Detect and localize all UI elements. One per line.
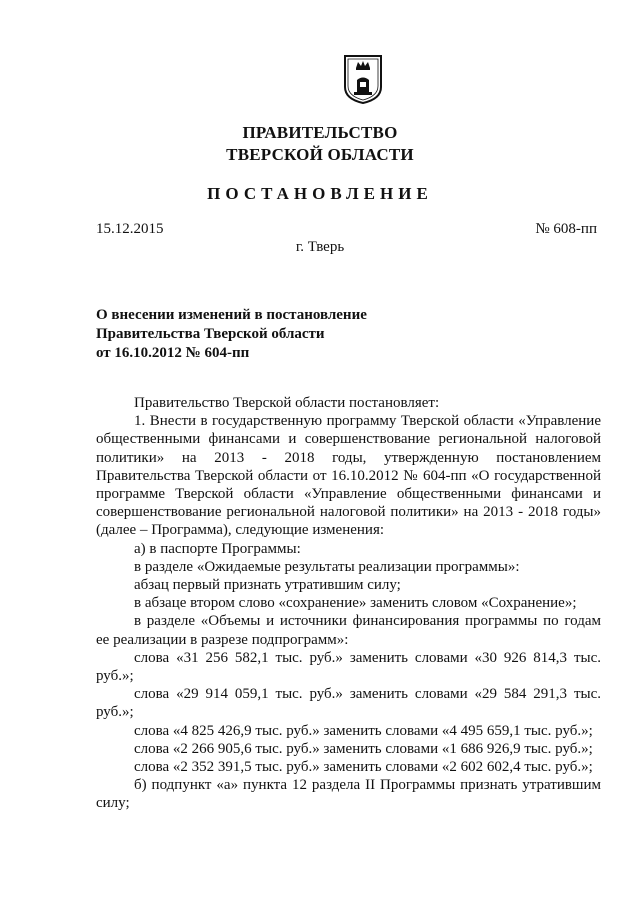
coat-of-arms-icon	[343, 53, 383, 105]
replacement-2: слова «29 914 059,1 тыс. руб.» заменить словами «29 584 291,3 тыс. руб.»;	[96, 686, 601, 721]
preamble: Правительство Тверской области постановляет:	[134, 395, 440, 411]
document-date: 15.12.2015	[96, 221, 164, 237]
paragraph-a-first: абзац первый признать утратившим силу;	[134, 577, 401, 594]
paragraph-a-volumes: в разделе «Объемы и источники финансирования программы по годам ее реализации в разрезе подпрограмм»:	[96, 613, 601, 648]
subject-line1: О внесении изменений в постановление	[96, 307, 367, 323]
subject-line2: Правительства Тверской области	[96, 326, 325, 342]
document-subject	[96, 306, 426, 363]
paragraph-item-1: 1. Внести в государственную программу Тверской области «Управление общественными финансами и совершенствование региональной налоговой политики» на 2013 - 2018 годы, утвержденную постановлением Правительства Тверской области от 16.10.2012 № 604-пп «О государственной программе Тверской области «Управление общественными финансами и совершенствование региональной налоговой политики» на 2013 - 2018 годы» (далее – Программа), следующие изменения:	[96, 413, 601, 539]
replacement-1: слова «31 256 582,1 тыс. руб.» заменить словами «30 926 814,3 тыс. руб.»;	[96, 649, 601, 685]
document-number: № 608-пп	[535, 221, 597, 237]
replacement-3: слова «4 825 426,9 тыс. руб.» заменить словами «4 495 659,1 тыс. руб.»;	[134, 722, 593, 739]
government-name-line2: ТВЕРСКОЙ ОБЛАСТИ	[226, 145, 414, 164]
document-body	[96, 394, 601, 813]
government-name-line1: ПРАВИТЕЛЬСТВО	[242, 123, 398, 142]
subject-line3: от 16.10.2012 № 604-пп	[96, 345, 250, 361]
paragraph-a: а) в паспорте Программы:	[134, 540, 301, 557]
document-type: ПОСТАНОВЛЕНИЕ	[207, 184, 433, 203]
replacement-4: слова «2 266 905,6 тыс. руб.» заменить словами «1 686 926,9 тыс. руб.»;	[134, 740, 593, 757]
replacement-5: слова «2 352 391,5 тыс. руб.» заменить словами «2 602 602,4 тыс. руб.»;	[134, 759, 593, 776]
paragraph-a-second: в абзаце втором слово «сохранение» заменить словом «Сохранение»;	[134, 595, 577, 612]
document-city: г. Тверь	[295, 239, 345, 255]
paragraph-b: б) подпункт «а» пункта 12 раздела II Программы признать утратившим силу;	[96, 777, 601, 812]
paragraph-a-expected-results: в разделе «Ожидаемые результаты реализации программы»:	[134, 558, 520, 575]
